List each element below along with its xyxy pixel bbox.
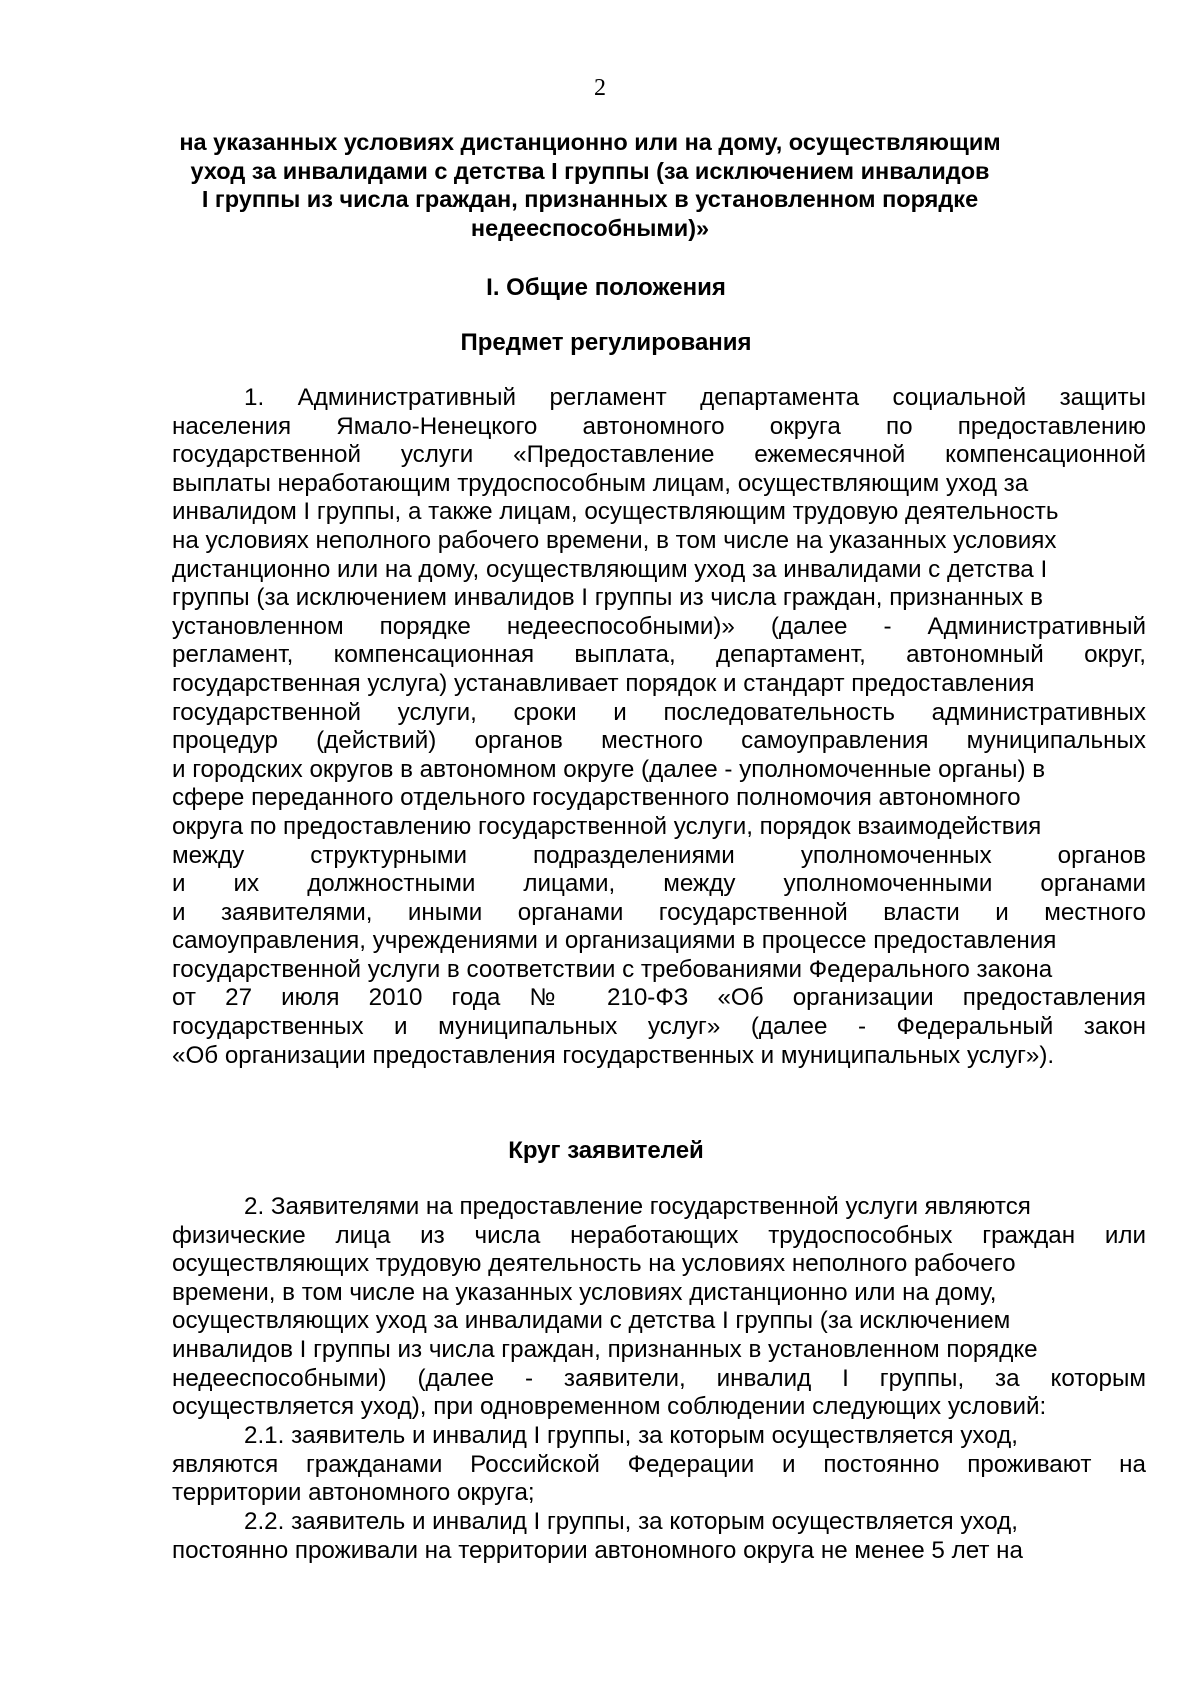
section-heading: I. Общие положения [486, 274, 726, 301]
text-line: 2. Заявителями на предоставление государственной услуги являются [244, 1193, 1031, 1220]
text-line: между структурными подразделениями уполномоченных органов [172, 841, 1146, 869]
text-line: округа по предоставлению государственной услуги, порядок взаимодействия [172, 812, 1042, 840]
text-line: установленном порядке недееспособными)» (далее - Административный [172, 612, 1146, 640]
text-line: регламент, компенсационная выплата, департамент, автономный округ, [172, 641, 1146, 669]
title-line: на указанных условиях дистанционно или на дому, осуществляющим [179, 129, 1001, 155]
paragraph-2-1 [172, 1422, 1146, 1508]
text-line: физические лица из числа неработающих трудоспособных граждан или [172, 1221, 1146, 1249]
text-line: группы (за исключением инвалидов I группы из числа граждан, признанных в [172, 584, 1043, 612]
subheading-regulation-subject: Предмет регулирования [460, 329, 752, 356]
text-line: сфере переданного отдельного государственного полномочия автономного [172, 784, 1021, 812]
text-line: 1. Административный регламент департамента социальной защиты [244, 384, 1146, 411]
text-line: государственной услуги в соответствии с требованиями Федерального закона [172, 955, 1053, 983]
text-line: инвалидов I группы из числа граждан, признанных в установленном порядке [172, 1335, 1038, 1363]
text-line: осуществляется уход), при одновременном соблюдении следующих условий: [172, 1393, 1047, 1421]
text-line: недееспособными) (далее - заявители, инвалид I группы, за которым [172, 1364, 1146, 1392]
text-line: населения Ямало-Ненецкого автономного округа по предоставлению [172, 412, 1146, 440]
text-line: являются гражданами Российской Федерации и постоянно проживают на [172, 1450, 1146, 1478]
paragraph-2 [172, 1193, 1146, 1422]
text-line: «Об организации предоставления государственных и муниципальных услуг»). [172, 1041, 1055, 1069]
page-number: 2 [594, 75, 606, 101]
text-line: самоуправления, учреждениями и организациями в процессе предоставления [172, 927, 1057, 955]
text-line: от 27 июля 2010 года № 210-ФЗ «Об организации предоставления [172, 984, 1146, 1012]
text-line: осуществляющих уход за инвалидами с детства I группы (за исключением [172, 1307, 1011, 1335]
text-line: осуществляющих трудовую деятельность на условиях неполного рабочего [172, 1250, 1016, 1278]
paragraph-1 [172, 384, 1146, 1070]
title-line: уход за инвалидами с детства I группы (за исключением инвалидов [190, 157, 990, 184]
title-line: недееспособными)» [470, 214, 710, 241]
text-line: государственная услуга) устанавливает порядок и стандарт предоставления [172, 669, 1035, 697]
text-line: дистанционно или на дому, осуществляющим уход за инвалидами с детства I [172, 555, 1048, 583]
text-line: территории автономного округа; [172, 1479, 535, 1507]
text-line: постоянно проживали на территории автономного округа не менее 5 лет на [172, 1536, 1023, 1564]
text-line: 2.2. заявитель и инвалид I группы, за которым осуществляется уход, [244, 1508, 1019, 1535]
text-line: государственной услуги «Предоставление ежемесячной компенсационной [172, 441, 1146, 469]
text-line: времени, в том числе на указанных условиях дистанционно или на дому, [172, 1278, 997, 1306]
subheading-applicants: Круг заявителей [508, 1137, 704, 1164]
text-line: государственных и муниципальных услуг» (далее - Федеральный закон [172, 1013, 1146, 1041]
text-line: и городских округов в автономном округе (далее - уполномоченные органы) в [172, 755, 1046, 783]
text-line: и заявителями, иными органами государственной власти и местного [172, 898, 1146, 926]
text-line: и их должностными лицами, между уполномоченными органами [172, 870, 1146, 898]
text-line: инвалидом I группы, а также лицам, осуществляющим трудовую деятельность [172, 498, 1059, 526]
title-line: I группы из числа граждан, признанных в установленном порядке [201, 186, 979, 212]
text-line: 2.1. заявитель и инвалид I группы, за которым осуществляется уход, [244, 1422, 1019, 1449]
paragraph-2-2 [172, 1508, 1146, 1565]
text-line: выплаты неработающим трудоспособным лицам, осуществляющим уход за [172, 469, 1029, 497]
text-line: на условиях неполного рабочего времени, в том числе на указанных условиях [172, 526, 1057, 554]
text-line: государственной услуги, сроки и последовательность административных [172, 698, 1146, 726]
text-line: процедур (действий) органов местного самоуправления муниципальных [172, 727, 1146, 755]
document-title [140, 128, 1040, 242]
